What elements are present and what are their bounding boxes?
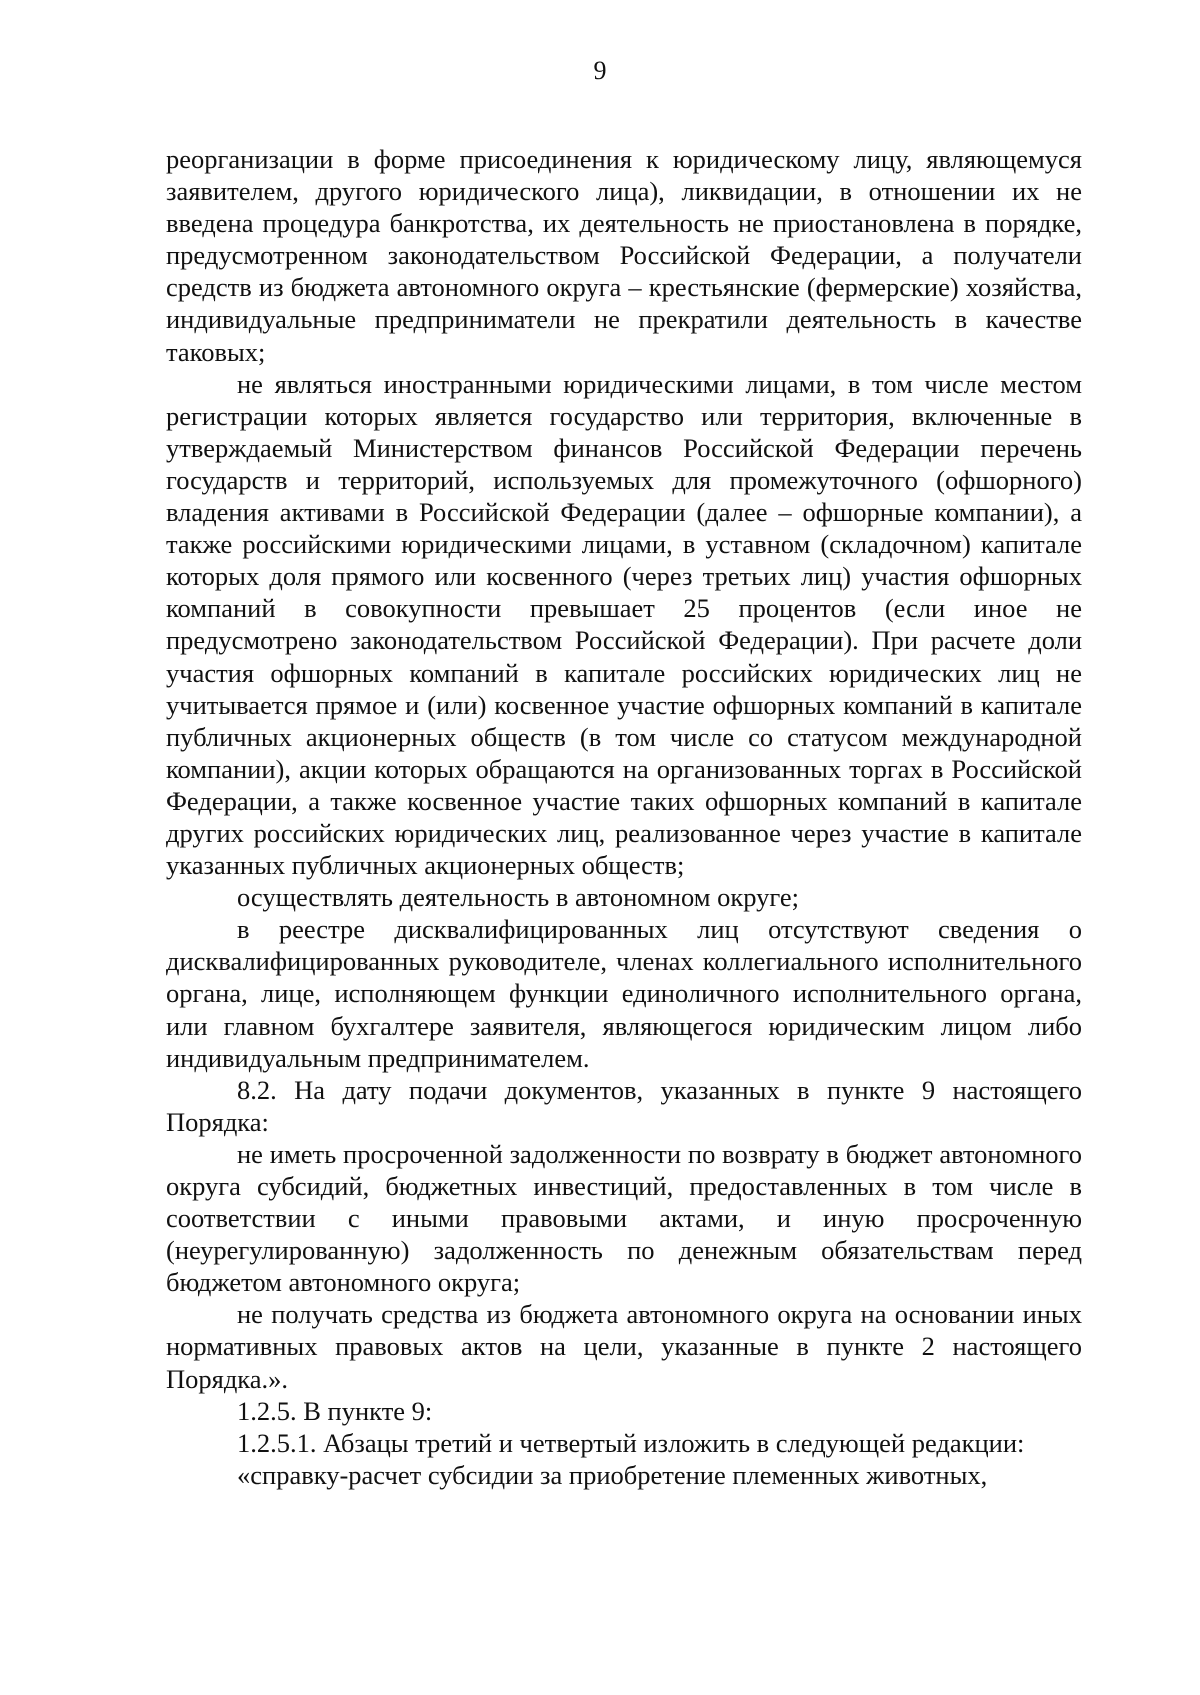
paragraph-9: 1.2.5.1. Абзацы третий и четвертый изложить в следующей редакции: — [237, 1427, 1025, 1458]
paragraph-10: «справку-расчет субсидии за приобретение племенных животных, — [237, 1459, 988, 1490]
paragraph-2: не являться иностранными юридическими лицами, в том числе местом регистрации которых является государство или территория, включенные в утверждаемый Министерством финансов Российской Федерации перечень государств и территорий, используемых для промежуточного (офшорного) владения активами в Российской Федерации (далее – офшорные компании), а также российскими юридическими лицами, в уставном (складочном) капитале которых доля прямого или косвенного (через третьих лиц) участия офшорных компаний в совокупности превышает 25 процентов (если иное не предусмотрено законодательством Российской Федерации). При расчете доли участия офшорных компаний в капитале российских юридических лиц не учитывается прямое и (или) косвенное участие офшорных компаний в капитале публичных акционерных обществ (в том числе со статусом международной компании), акции которых обращаются на организованных торгах в Российской Федерации, а также косвенное участие таких офшорных компаний в капитале других российских юридических лиц, реализованное через участие в капитале указанных публичных акционерных обществ; — [166, 368, 1082, 881]
paragraph-5: 8.2. На дату подачи документов, указанных в пункте 9 настоящего Порядка: — [166, 1074, 1082, 1137]
document-body — [166, 143, 1082, 1491]
paragraph-3: осуществлять деятельность в автономном округе; — [237, 882, 800, 913]
paragraph-8: 1.2.5. В пункте 9: — [237, 1395, 433, 1426]
paragraph-4: в реестре дисквалифицированных лиц отсутствуют сведения о дисквалифицированных руководителе, членах коллегиального исполнительного органа, лице, исполняющем функции единоличного исполнительного органа, или главном бухгалтере заявителя, являющегося юридическим лицом либо индивидуальным предпринимателем. — [166, 914, 1082, 1073]
paragraph-7: не получать средства из бюджета автономного округа на основании иных нормативных правовых актов на цели, указанные в пункте 2 настоящего Порядка.». — [166, 1299, 1082, 1394]
paragraph-6: не иметь просроченной задолженности по возврату в бюджет автономного округа субсидий, бюджетных инвестиций, предоставленных в том числе в соответствии с иными правовыми актами, и иную просроченную (неурегулированную) задолженность по денежным обязательствам перед бюджетом автономного округа; — [166, 1138, 1082, 1298]
page-number: 9 — [593, 56, 607, 85]
paragraph-1: реорганизации в форме присоединения к юридическому лицу, являющемуся заявителем, другого юридического лица), ликвидации, в отношении их не введена процедура банкротства, их деятельность не приостановлена в порядке, предусмотренном законодательством Российской Федерации, а получатели средств из бюджета автономного округа – крестьянские (фермерские) хозяйства, индивидуальные предприниматели не прекратили деятельность в качестве таковых; — [166, 144, 1082, 367]
